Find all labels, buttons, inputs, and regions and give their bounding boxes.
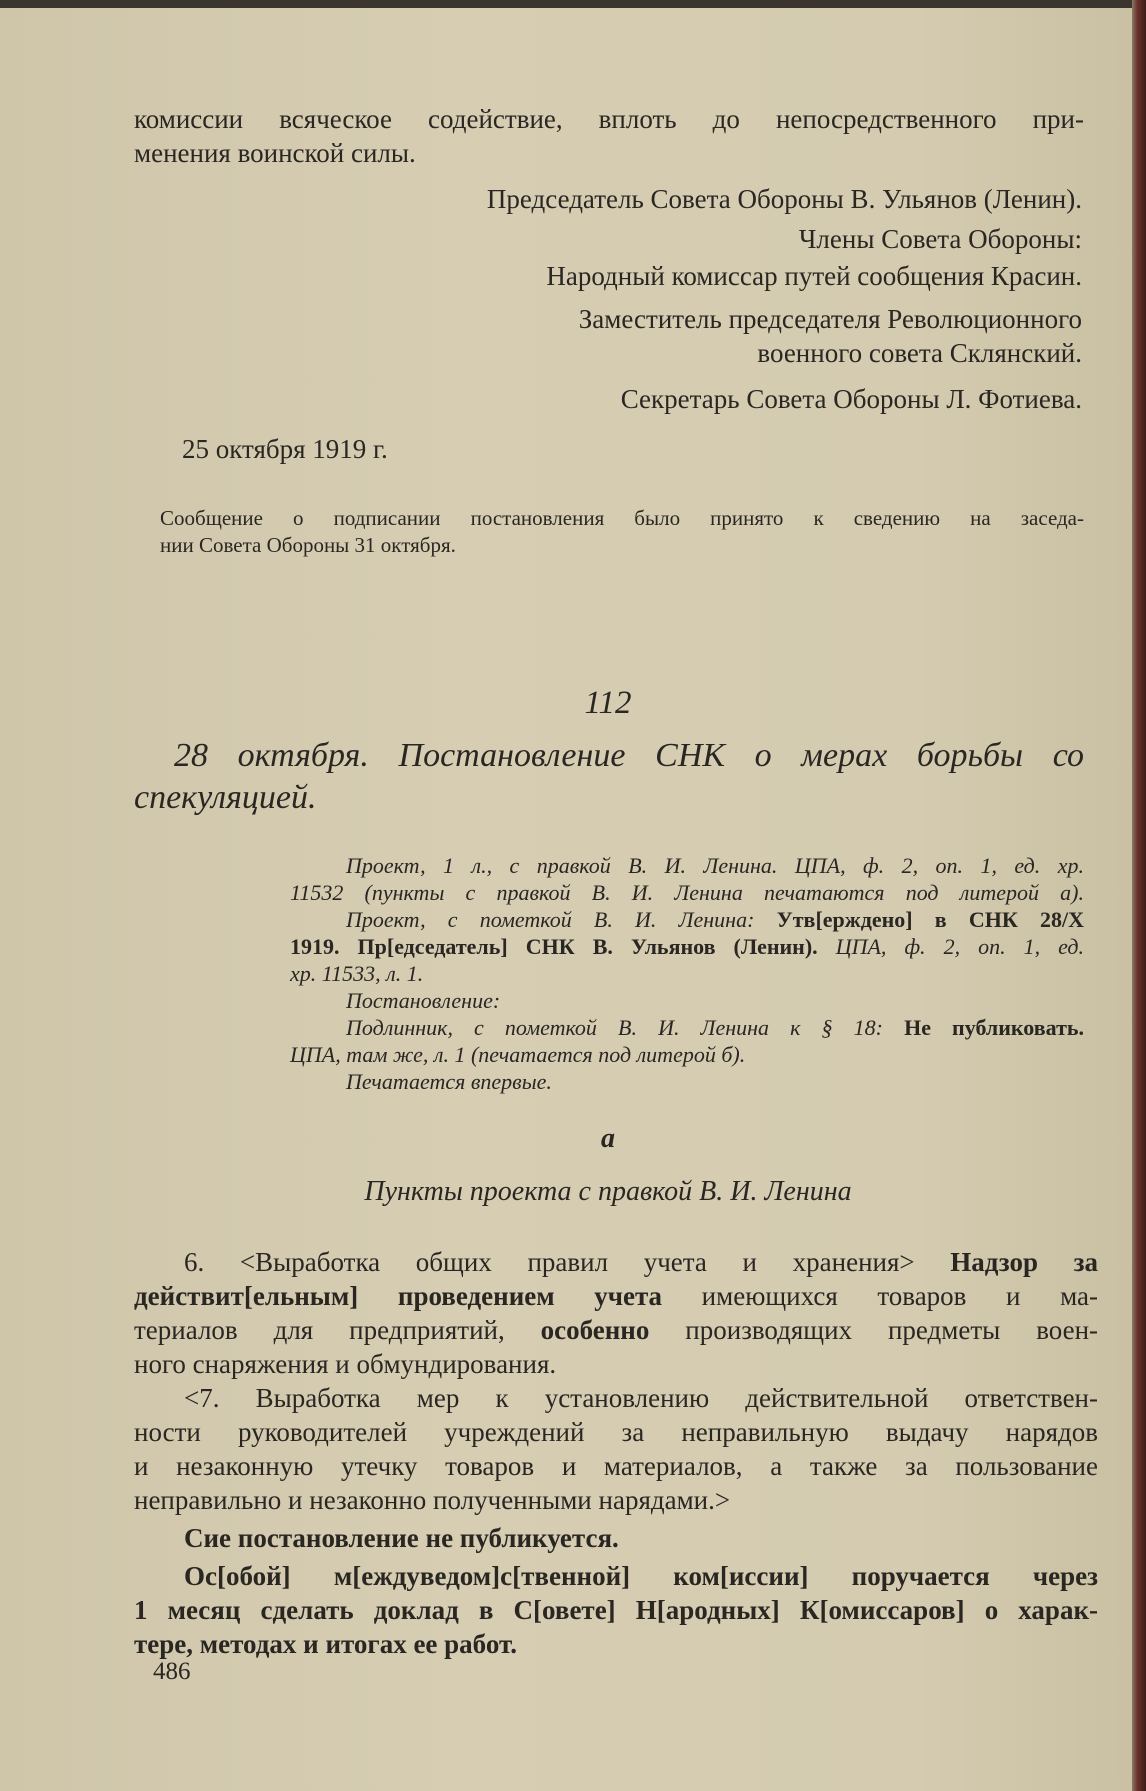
signature-secretary: Секретарь Совета Обороны Л. Фотиева. (620, 384, 1082, 414)
point-6-line-4: ного снаряжения и обмундирования. (134, 1349, 557, 1379)
source-2-line-2 (290, 933, 1084, 960)
source-1-line-2: 11532 (пункты с правкой В. И. Ленина печатаются под литерой а). (290, 880, 1084, 905)
source-3-italic: Подлинник, с пометкой В. И. Ленина к § 18: (346, 1015, 905, 1040)
source-1-line-1: Проект, 1 л., с правкой В. И. Ленина. ЦПА, ф. 2, оп. 1, ед. хр. (346, 853, 1084, 878)
point-6-line-1 (134, 1245, 1098, 1279)
point-6-struck-text: 6. <Выработка общих правил учета и хранения> (184, 1247, 915, 1277)
point-7-line-1: <7. Выработка мер к установлению действительной ответствен- (184, 1383, 1098, 1413)
signature-members-heading: Члены Совета Обороны: (798, 224, 1082, 254)
source-4: Печатается впервые. (346, 1069, 552, 1094)
source-2-bold: Утв[ерждено] в СНК 28/X (776, 907, 1084, 932)
source-2-bold-2: 1919. Пр[едседатель] СНК В. Ульянов (Ленин). (290, 934, 818, 959)
title-line-2: спекуляцией. (134, 779, 317, 816)
book-spine-edge (1132, 0, 1146, 1791)
bold-note: Сие постановление не публикуется. (184, 1523, 619, 1553)
top-edge (0, 0, 1146, 8)
point-6-inserted-text-3: особенно (540, 1315, 650, 1345)
source-2-italic-2: ЦПА, ф. 2, оп. 1, ед. (817, 934, 1084, 959)
section-letter: а (601, 1123, 615, 1154)
document-title (134, 735, 1084, 819)
sources (290, 852, 1084, 1095)
bold-instruction-line-2: 1 месяц сделать доклад в С[овете] Н[ародных] К[омиссаров] о харак- (134, 1595, 1098, 1625)
point-6-line-2 (134, 1279, 1098, 1313)
document-number: 112 (584, 685, 632, 721)
point-7-line-3: и незаконную утечку товаров и материалов, а также за пользование (134, 1451, 1098, 1481)
source-3-line-1 (290, 1014, 1084, 1041)
intro-paragraph (134, 102, 1084, 170)
title-line-1: 28 октября. Постановление СНК о мерах борьбы со (174, 737, 1084, 774)
source-3-heading: Постановление: (346, 988, 501, 1013)
section-subtitle: Пункты проекта с правкой В. И. Ленина (364, 1176, 852, 1207)
date: 25 октября 1919 г. (182, 434, 388, 464)
bold-instruction-line-1: Ос[обой] м[еждуведом]с[твенной] ком[иссии] поручается через (184, 1561, 1098, 1591)
point-6-line-3 (134, 1313, 1098, 1347)
signature-member-1: Народный комиссар путей сообщения Красин. (546, 261, 1082, 291)
source-3-bold: Не публиковать. (904, 1015, 1085, 1040)
source-2-line-3: хр. 11533, л. 1. (290, 961, 424, 986)
source-3-line-2: ЦПА, там же, л. 1 (печатается под литерой б). (290, 1042, 746, 1067)
bold-instruction-line-3: тере, методах и итогах ее работ. (134, 1629, 517, 1659)
source-2-italic: Проект, с пометкой В. И. Ленина: (346, 907, 777, 932)
signatures (134, 182, 1082, 416)
source-2-line-1 (290, 906, 1084, 933)
note (160, 505, 1084, 559)
intro-line-1: комиссии всяческое содействие, вплоть до непосредственного при- (134, 104, 1084, 134)
point-6-inserted-text-2: действит[ельным] проведением учета (134, 1281, 663, 1311)
point-7-line-2: ности руководителей учреждений за неправильную выдачу нарядов (134, 1417, 1098, 1447)
page-number: 486 (153, 1658, 191, 1685)
signature-member-2-line-1: Заместитель председателя Революционного (578, 304, 1082, 334)
point-6-inserted-text: Надзор за (950, 1247, 1099, 1277)
signature-member-2-line-2: военного совета Склянский. (757, 338, 1082, 368)
point-6-text-2: териалов для предприятий, (134, 1315, 541, 1345)
point-7-line-4: неправильно и незаконно полученными нарядами.> (134, 1485, 731, 1515)
points (134, 1245, 1098, 1661)
point-6-text: имеющихся товаров и ма- (662, 1281, 1099, 1311)
point-6-text-3: производящих предметы воен- (649, 1315, 1099, 1345)
signature-chair: Председатель Совета Обороны В. Ульянов (Ленин). (486, 184, 1082, 214)
note-line-1: Сообщение о подписании постановления было принято к сведению на заседа- (160, 506, 1084, 530)
note-line-2: нии Совета Обороны 31 октября. (160, 533, 456, 557)
intro-line-2: менения воинской силы. (134, 138, 416, 168)
